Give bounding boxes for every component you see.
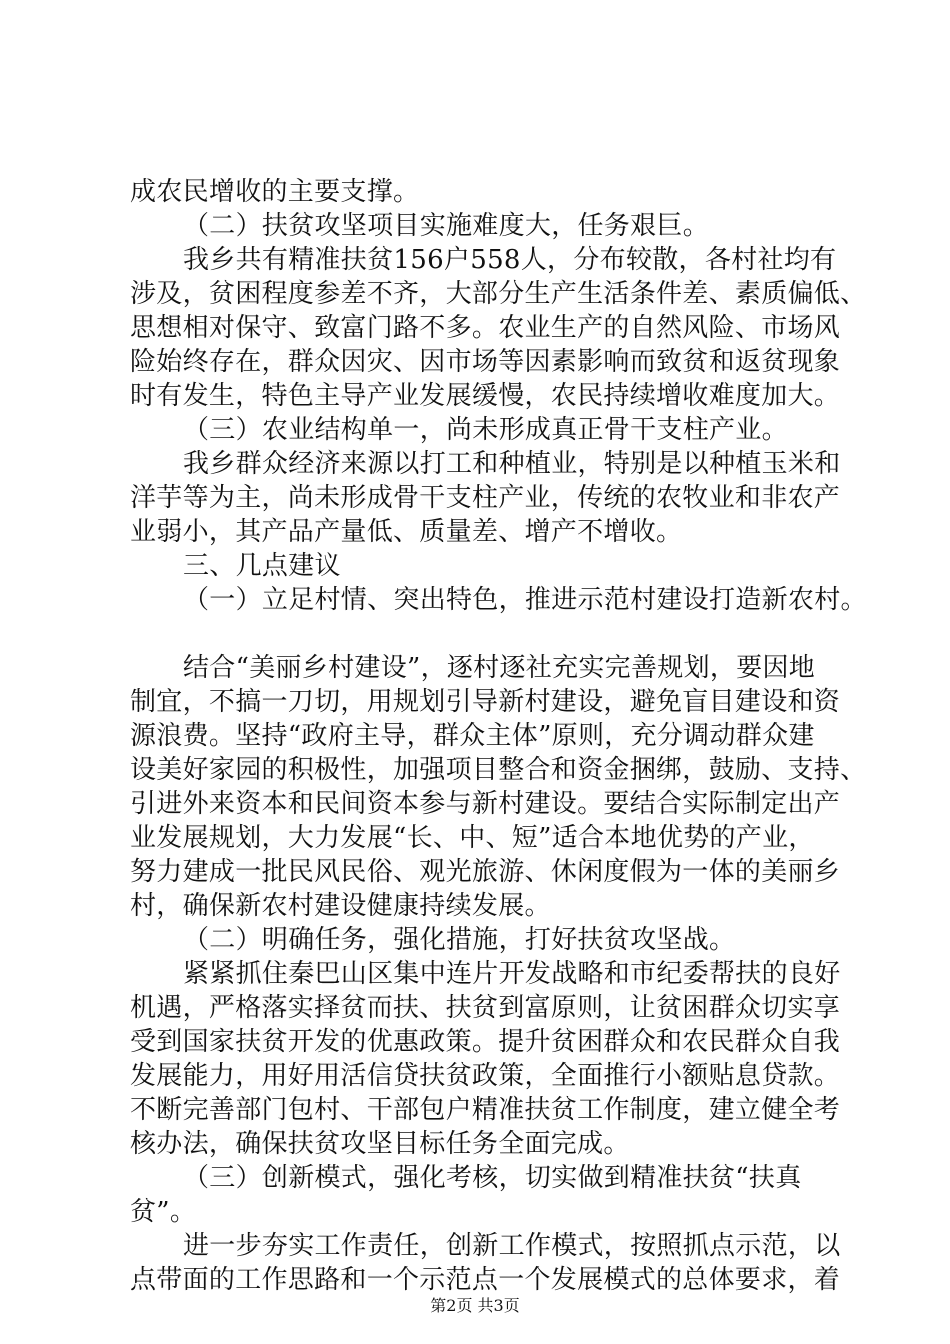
text-line: 不断完善部门包村、干部包户精准扶贫工作制度，建立健全考	[130, 1095, 841, 1125]
text-line: 努力建成一批民风民俗、观光旅游、休闲度假为一体的美丽乡	[130, 857, 841, 887]
text-line: 发展能力，用好用活信贷扶贫政策，全面推行小额贴息贷款。	[130, 1061, 841, 1091]
section-heading: （二）扶贫攻坚项目实施难度大，任务艰巨。	[183, 211, 710, 241]
text-line: 引进外来资本和民间资本参与新村建设。要结合实际制定出产	[130, 789, 841, 819]
section-heading: （三）创新模式，强化考核，切实做到精准扶贫“扶真	[183, 1163, 802, 1193]
text-line: 设美好家园的积极性，加强项目整合和资金捆绑，鼓励、支持、	[130, 755, 867, 785]
text-line: 贫”。	[130, 1197, 197, 1227]
section-heading: 三、几点建议	[183, 551, 341, 581]
section-heading: （一）立足村情、突出特色，推进示范村建设打造新农村。	[183, 585, 867, 615]
text-line: 进一步夯实工作责任，创新工作模式，按照抓点示范，以	[183, 1231, 841, 1261]
text-line: 机遇，严格落实择贫而扶、扶贫到富原则，让贫困群众切实享	[130, 993, 841, 1023]
section-heading: （二）明确任务，强化措施，打好扶贫攻坚战。	[183, 925, 736, 955]
text-line: 我乡共有精准扶贫156户558人，分布较散，各村社均有	[183, 245, 837, 275]
text-line: 紧紧抓住秦巴山区集中连片开发战略和市纪委帮扶的良好	[183, 959, 841, 989]
text-line: 制宜，不搞一刀切，用规划引导新村建设，避免盲目建设和资	[130, 687, 841, 717]
text-line: 险始终存在，群众因灾、因市场等因素影响而致贫和返贫现象	[130, 347, 841, 377]
text-line: 核办法，确保扶贫攻坚目标任务全面完成。	[130, 1129, 630, 1159]
text-line: 洋芋等为主，尚未形成骨干支柱产业，传统的农牧业和非农产	[130, 483, 841, 513]
section-heading: （三）农业结构单一，尚未形成真正骨干支柱产业。	[183, 415, 788, 445]
text-line: 点带面的工作思路和一个示范点一个发展模式的总体要求，着	[130, 1265, 841, 1295]
text-line: 成农民增收的主要支撑。	[130, 177, 420, 207]
text-line: 涉及，贫困程度参差不齐，大部分生产生活条件差、素质偏低、	[130, 279, 867, 309]
text-line: 结合“美丽乡村建设”，逐村逐社充实完善规划，要因地	[183, 653, 816, 683]
text-line: 源浪费。坚持“政府主导，群众主体”原则，充分调动群众建	[130, 721, 815, 751]
text-line: 业弱小，其产品产量低、质量差、增产不增收。	[130, 517, 683, 547]
text-line: 思想相对保守、致富门路不多。农业生产的自然风险、市场风	[130, 313, 841, 343]
text-line: 村，确保新农村建设健康持续发展。	[130, 891, 551, 921]
page-number-footer: 第2页 共3页	[430, 1296, 520, 1315]
text-line: 我乡群众经济来源以打工和种植业，特别是以种植玉米和	[183, 449, 841, 479]
text-line: 时有发生，特色主导产业发展缓慢，农民持续增收难度加大。	[130, 381, 841, 411]
text-line: 受到国家扶贫开发的优惠政策。提升贫困群众和农民群众自我	[130, 1027, 841, 1057]
text-line: 业发展规划，大力发展“长、中、短”适合本地优势的产业，	[130, 823, 815, 853]
